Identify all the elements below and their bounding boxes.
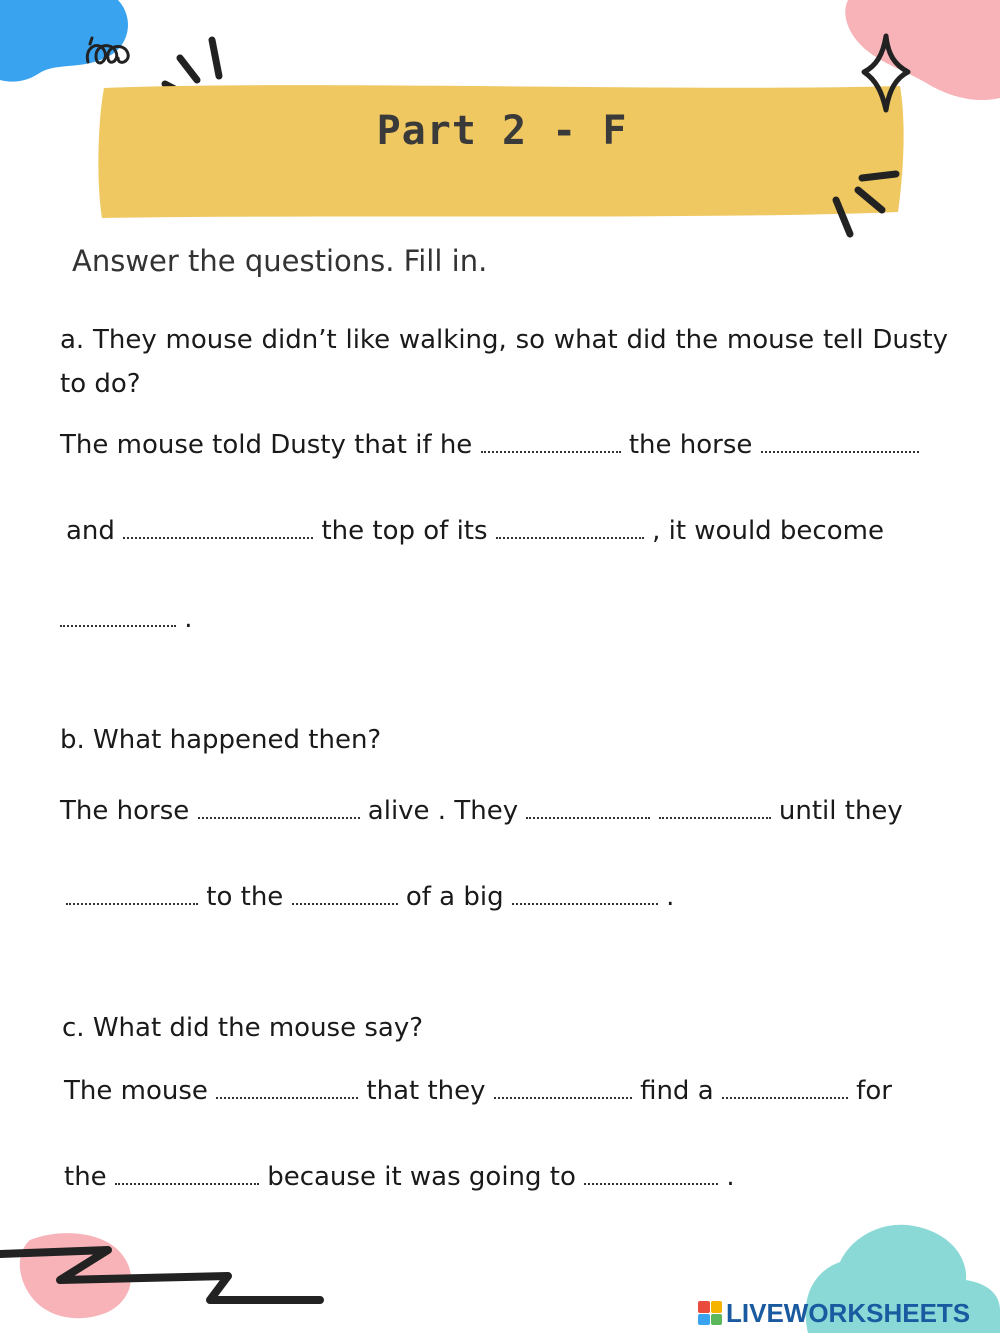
blank-field[interactable] [659,797,771,819]
page-title: Part 2 - F [376,108,628,154]
blank-field[interactable] [761,431,919,453]
blank-field[interactable] [494,1077,632,1099]
text-segment: because it was going to [267,1162,576,1192]
text-segment: the top of its [321,516,488,546]
blank-field[interactable] [496,517,644,539]
question-b-prompt: b. What happened then? [60,725,382,755]
blank-field[interactable] [722,1077,848,1099]
blank-field[interactable] [198,797,360,819]
text-segment: . [726,1162,735,1192]
question-c-line-1 [64,1076,892,1106]
text-segment: of a big [405,882,504,912]
text-segment: The mouse told Dusty that if he [60,430,473,460]
text-segment: The horse [60,796,190,826]
text-segment: alive . They [367,796,519,826]
logo-text: LIVEWORKSHEETS [726,1297,971,1328]
blank-field[interactable] [292,883,398,905]
text-segment: and [66,516,115,546]
text-segment: find a [640,1076,714,1106]
question-c-prompt: c. What did the mouse say? [62,1013,424,1043]
text-segment: to the [206,882,284,912]
text-segment: . [184,604,193,634]
blank-field[interactable] [60,605,176,627]
instructions: Answer the questions. Fill in. [72,244,488,278]
liveworksheets-logo-icon [698,1301,722,1325]
question-c-line-2 [64,1162,735,1192]
blank-field[interactable] [216,1077,358,1099]
blank-field[interactable] [123,517,313,539]
blank-field[interactable] [481,431,621,453]
blue-blob [0,0,128,82]
text-segment: for [856,1076,892,1106]
text-segment: the [64,1162,107,1192]
text-segment: the horse [628,430,753,460]
pink-blob-top [845,0,1000,100]
blank-field[interactable] [584,1163,718,1185]
question-a-line-3 [60,604,193,634]
blank-field[interactable] [115,1163,259,1185]
text-segment: that they [366,1076,486,1106]
question-b-line-2 [66,882,674,912]
text-segment: until they [778,796,903,826]
question-a-line-2 [66,516,884,546]
blank-field[interactable] [526,797,650,819]
text-segment: . [666,882,675,912]
blank-field[interactable] [512,883,658,905]
question-a-line-1 [60,430,919,460]
text-segment: , it would become [652,516,884,546]
liveworksheets-logo[interactable] [698,1296,970,1330]
text-segment: The mouse [64,1076,208,1106]
question-b-line-1 [60,796,903,826]
question-a-prompt: a. They mouse didn’t like walking, so what did the mouse tell Dusty to do? [60,325,948,399]
blank-field[interactable] [66,883,198,905]
